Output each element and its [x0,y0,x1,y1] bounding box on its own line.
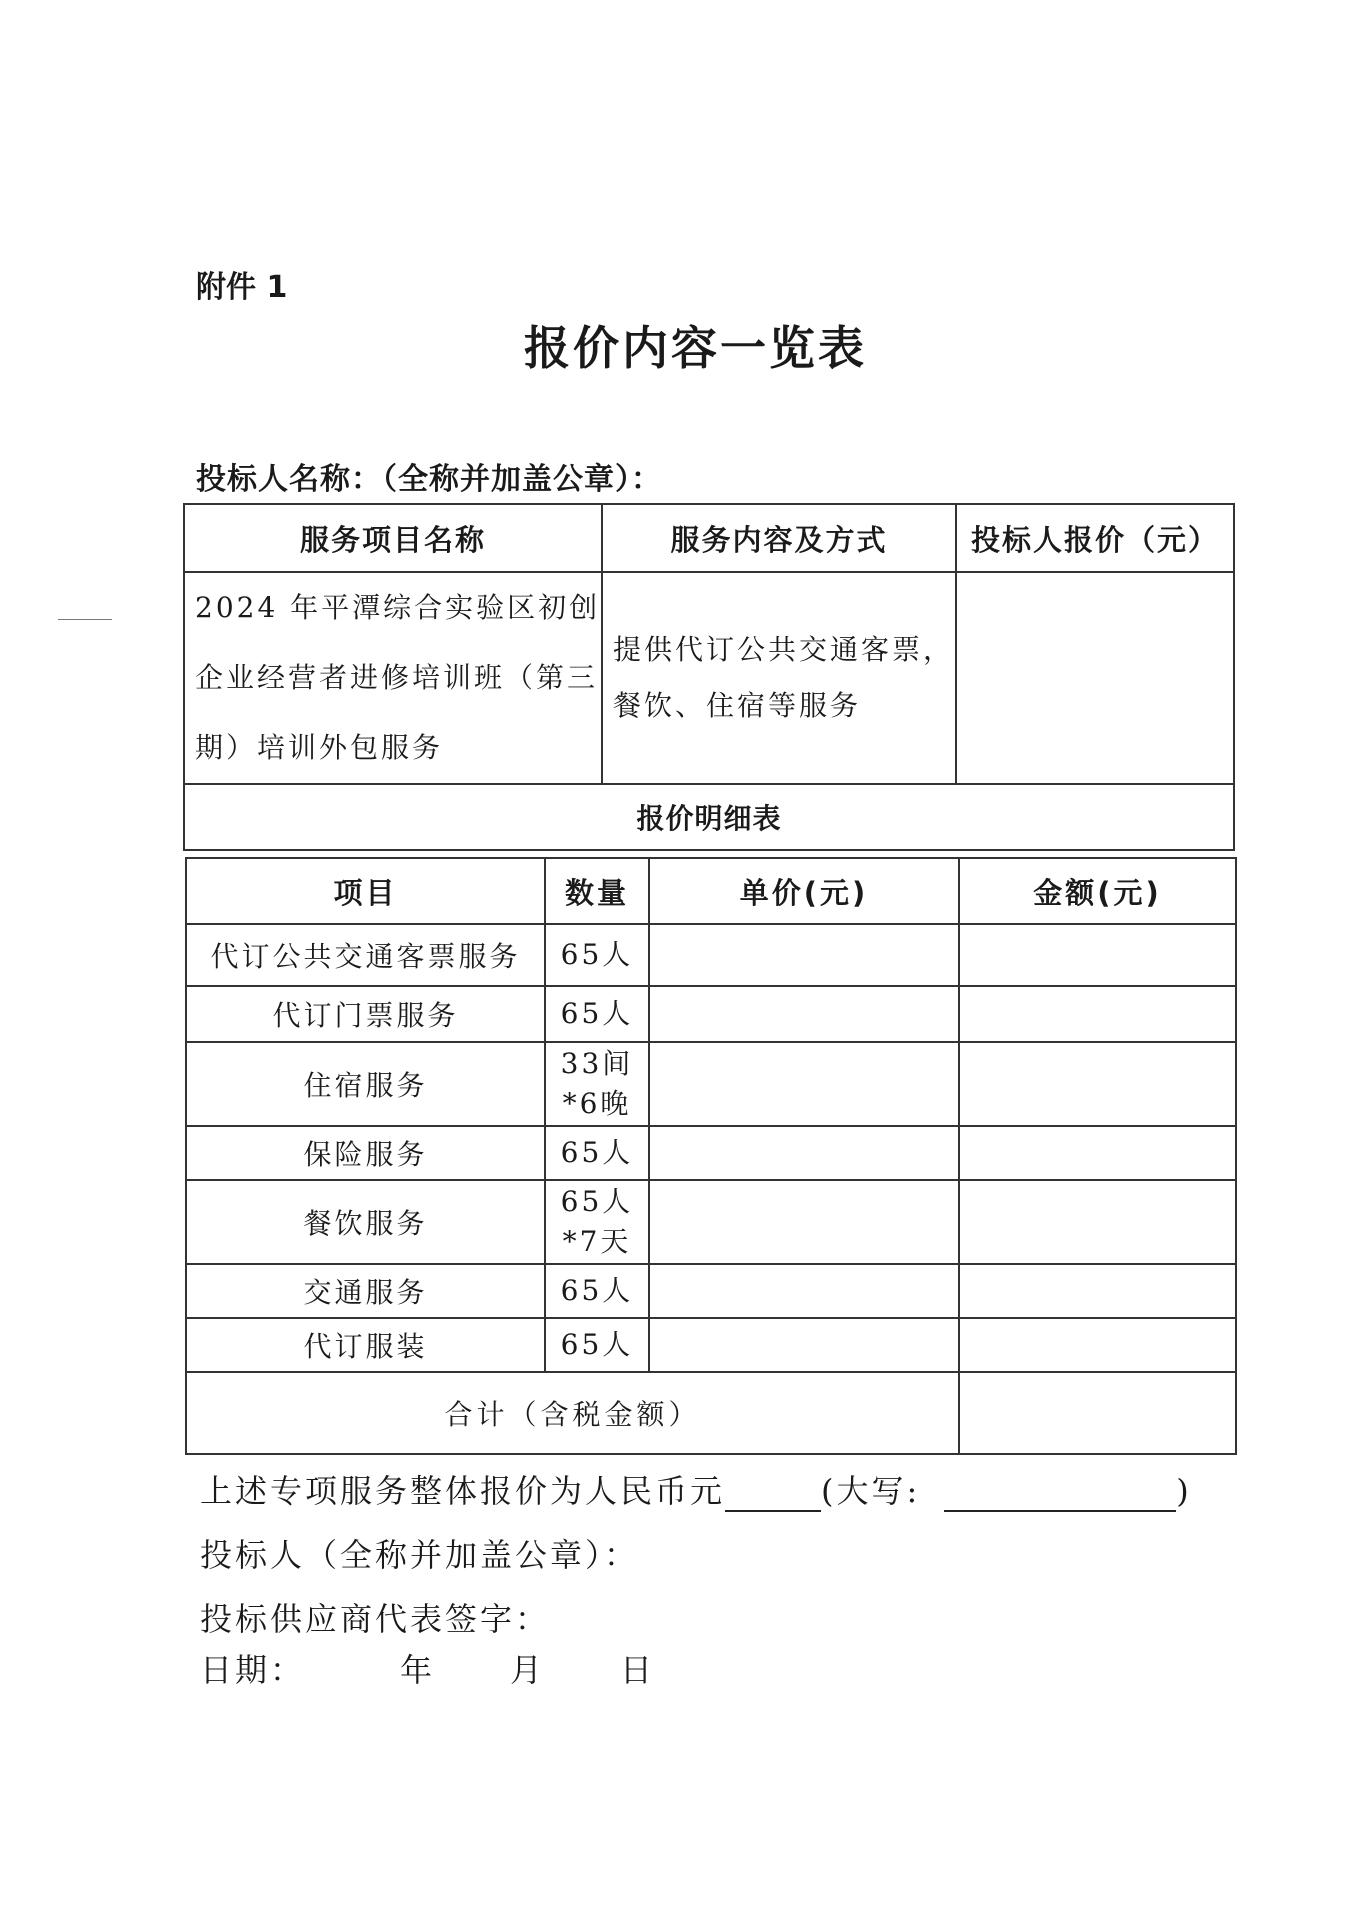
header-quantity: 数量 [545,858,649,924]
month-label: 月 [510,1651,546,1689]
amount-cell[interactable] [959,1318,1236,1372]
quantity-cell [545,1318,649,1372]
quantity-line: 33间 [560,1047,634,1080]
table-row [186,1180,1236,1264]
unit-price-cell[interactable] [649,924,959,986]
quantity-line: 65人 [560,1136,634,1169]
representative-signature-line: 投标供应商代表签字： [200,1600,551,1638]
unit-price-cell[interactable] [649,1318,959,1372]
uppercase-open: (大写: [821,1472,921,1510]
uppercase-amount-blank[interactable] [944,1480,1176,1512]
quantity-line: *7天 [562,1225,632,1258]
quantity-line: 65人 [560,1274,634,1307]
item-cell: 住宿服务 [186,1042,545,1126]
quantity-line: 65人 [560,1185,634,1218]
amount-cell[interactable] [959,986,1236,1042]
quantity-cell [545,986,649,1042]
summary-body-row [184,572,1234,784]
unit-price-cell[interactable] [649,1180,959,1264]
amount-cell[interactable] [959,1126,1236,1180]
quote-summary-table [183,503,1235,851]
detail-table-title: 报价明细表 [184,784,1234,850]
amount-cell[interactable] [959,1264,1236,1318]
service-content-cell: 提供代订公共交通客票，餐饮、住宿等服务 [602,572,956,784]
amount-cell[interactable] [959,1042,1236,1126]
unit-price-cell[interactable] [649,1264,959,1318]
table-row [186,1264,1236,1318]
header-amount: 金额(元) [959,858,1236,924]
attachment-label: 附件 1 [196,270,288,305]
date-label: 日期： [200,1651,306,1689]
unit-price-cell[interactable] [649,1126,959,1180]
bidder-seal-line: 投标人（全称并加盖公章）： [200,1536,640,1574]
total-row [186,1372,1236,1454]
item-cell: 代订公共交通客票服务 [186,924,545,986]
uppercase-close: ) [1176,1472,1192,1510]
item-cell: 餐饮服务 [186,1180,545,1264]
total-label: 合计（含税金额） [186,1372,959,1454]
quantity-cell [545,1126,649,1180]
date-line [200,1645,655,1691]
detail-title-row [184,784,1234,850]
summary-header-row [184,504,1234,572]
quantity-cell [545,1264,649,1318]
item-cell: 代订服装 [186,1318,545,1372]
table-row [186,1042,1236,1126]
quantity-line: 65人 [560,938,634,971]
day-label: 日 [620,1651,656,1689]
bidder-name-label: 投标人名称：（全称并加盖公章）： [196,462,662,497]
summary-prefix: 上述专项服务整体报价为人民币元 [200,1472,726,1510]
item-cell: 保险服务 [186,1126,545,1180]
quantity-cell [545,1180,649,1264]
header-bid-price: 投标人报价（元） [956,504,1234,572]
quantity-cell [545,924,649,986]
table-row [186,986,1236,1042]
year-label: 年 [400,1651,436,1689]
header-service-content: 服务内容及方式 [602,504,956,572]
unit-price-cell[interactable] [649,1042,959,1126]
detail-header-row [186,858,1236,924]
quantity-line: 65人 [560,1328,634,1361]
quantity-line: *6晚 [562,1087,632,1120]
table-row [186,1126,1236,1180]
amount-blank[interactable] [725,1480,821,1512]
summary-statement [200,1466,1192,1512]
table-row [186,1318,1236,1372]
project-name-cell: 2024 年平潭综合实验区初创企业经营者进修培训班（第三期）培训外包服务 [184,572,602,784]
amount-cell[interactable] [959,1180,1236,1264]
amount-cell[interactable] [959,924,1236,986]
quantity-line: 65人 [560,997,634,1030]
quote-detail-table [185,857,1237,1455]
quantity-cell [545,1042,649,1126]
item-cell: 交通服务 [186,1264,545,1318]
unit-price-cell[interactable] [649,986,959,1042]
header-item: 项目 [186,858,545,924]
bid-price-cell[interactable] [956,572,1234,784]
table-row [186,924,1236,986]
item-cell: 代订门票服务 [186,986,545,1042]
page-title: 报价内容一览表 [524,321,867,375]
margin-mark [58,619,112,620]
header-unit-price: 单价(元) [649,858,959,924]
header-project-name: 服务项目名称 [184,504,602,572]
total-amount-cell[interactable] [959,1372,1236,1454]
